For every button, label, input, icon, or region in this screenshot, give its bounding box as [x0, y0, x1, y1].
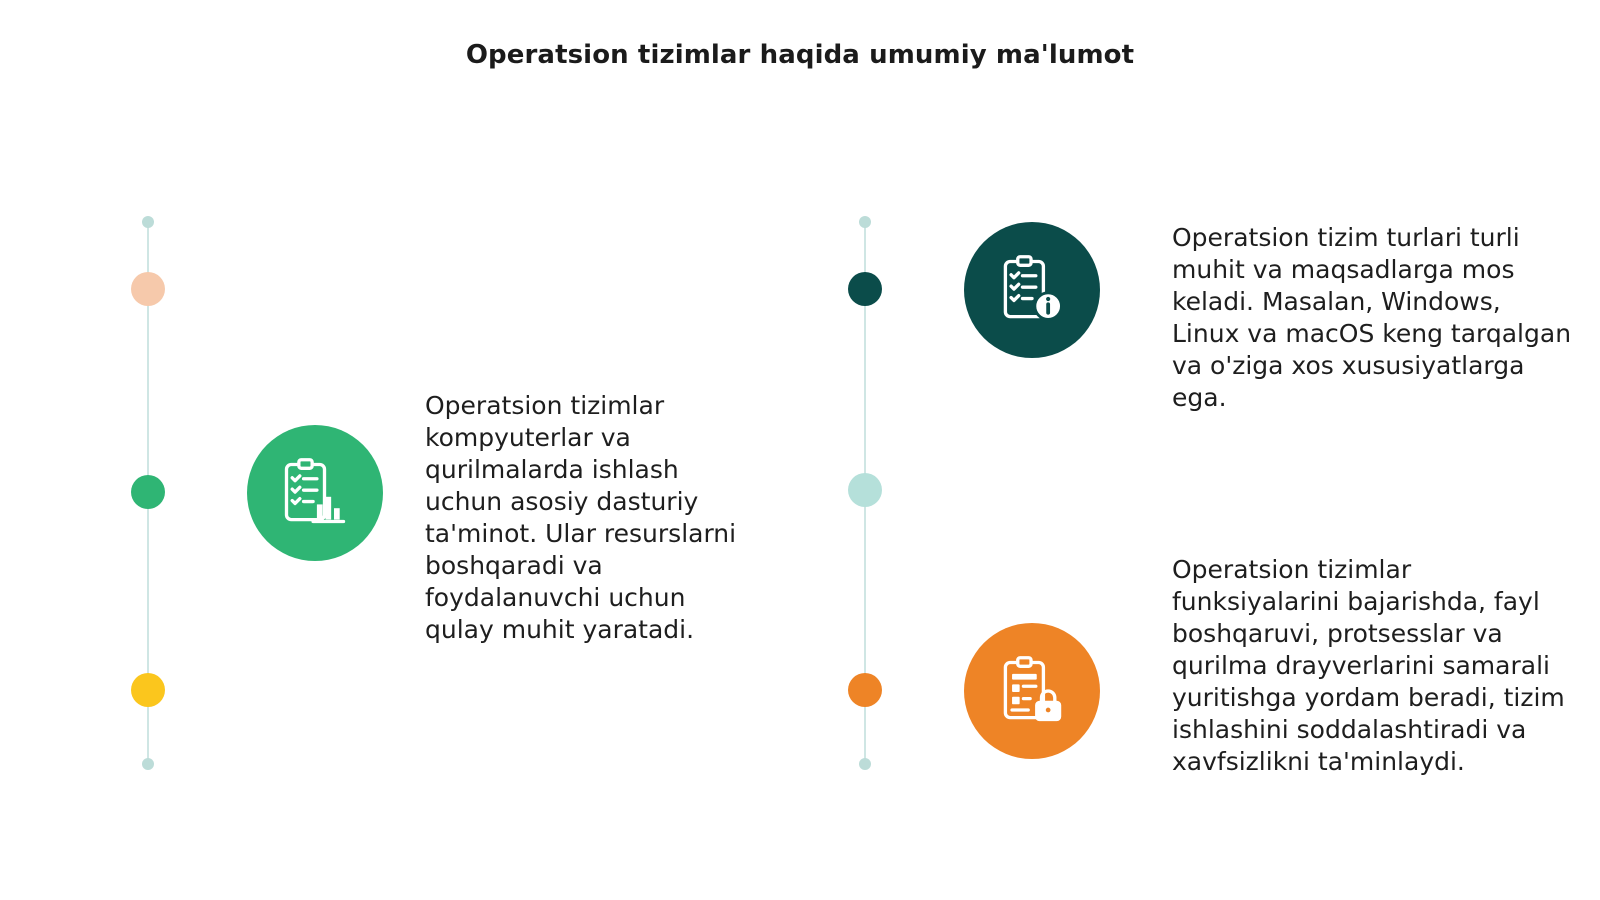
left-timeline-dot-yellow	[131, 673, 165, 707]
right-timeline-dot-orange	[848, 673, 882, 707]
item-2-icon-circle	[964, 222, 1100, 358]
right-timeline-dot-pale-teal	[848, 473, 882, 507]
left-timeline-dot-peach	[131, 272, 165, 306]
right-timeline-dot-dark-teal	[848, 272, 882, 306]
item-3-text: Operatsion tizimlar funksiyalarini bajarishda, fayl boshqaruvi, protsesslar va qurilma drayverlarini samarali yuritishga yordam beradi, tizim ishlashini soddalashtiradi va xavfsizlikni ta'minlaydi.	[1172, 555, 1565, 776]
item-1-icon-circle	[247, 425, 383, 561]
clipboard-chart-icon	[277, 455, 353, 531]
item-1-text: Operatsion tizimlar kompyuterlar va qurilmalarda ishlash uchun asosiy dasturiy ta'minot. Ular resurslarni boshqaradi va foydalanuvchi uchun qulay muhit yaratadi.	[425, 391, 737, 644]
left-timeline-top-cap	[142, 216, 154, 228]
left-timeline-bottom-cap	[142, 758, 154, 770]
page-title: Operatsion tizimlar haqida umumiy ma'lumot	[465, 40, 1135, 70]
right-timeline-bottom-cap	[859, 758, 871, 770]
clipboard-lock-icon	[994, 653, 1070, 729]
left-timeline-dot-green	[131, 475, 165, 509]
right-timeline-top-cap	[859, 216, 871, 228]
item-3-icon-circle	[964, 623, 1100, 759]
item-2-text: Operatsion tizim turlari turli muhit va maqsadlarga mos keladi. Masalan, Windows, Linux va macOS keng tarqalgan va o'ziga xos xususiyatlarga ega.	[1172, 223, 1572, 412]
clipboard-info-icon	[994, 252, 1070, 328]
